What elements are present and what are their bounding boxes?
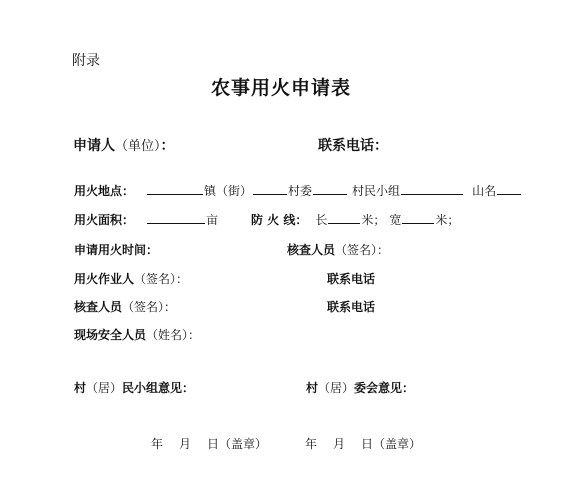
- fire-area-label: 用火面积：: [74, 213, 135, 227]
- village-group-prefix-field[interactable]: [313, 182, 347, 195]
- contact-phone-label: 联系电话：: [318, 138, 388, 154]
- safety-officer-label: 现场安全人员: [74, 328, 147, 342]
- safety-officer-note: （姓名）：: [146, 328, 201, 342]
- town-suffix: 镇（街）: [204, 184, 253, 198]
- date-stamp-right: [305, 435, 421, 452]
- inspector-right-row: [287, 241, 389, 258]
- inspector-right-label: 核查人员: [287, 243, 336, 257]
- committee-opinion-ju: （居）: [318, 381, 355, 395]
- inspector-left-row: [74, 298, 176, 315]
- firebreak-meter-2: 米；: [435, 213, 460, 227]
- firebreak-label: 防 火 线：: [251, 213, 308, 227]
- group-opinion-cun: 村: [74, 381, 87, 395]
- applicant-row: [73, 135, 175, 155]
- fire-worker-row: [74, 270, 188, 287]
- village-committee-suffix: 村委: [288, 184, 313, 198]
- fire-location-label: 用火地点：: [74, 184, 135, 198]
- group-opinion-row: [74, 379, 194, 396]
- committee-opinion-cun: 村: [306, 381, 319, 395]
- inspector-right-note: （签名）：: [335, 243, 390, 257]
- safety-officer-row: [74, 326, 200, 343]
- group-opinion-rest: 民小组意见：: [122, 381, 195, 395]
- village-group-field[interactable]: [401, 182, 463, 195]
- inspector-left-label: 核查人员: [74, 300, 123, 314]
- committee-opinion-row: [306, 379, 414, 396]
- form-title: 农事用火申请表: [211, 77, 352, 99]
- fire-worker-note: （签名）：: [134, 272, 189, 286]
- applicant-label: 申请人: [73, 138, 115, 154]
- mountain-name-field[interactable]: [497, 182, 521, 195]
- date-right-year: 年: [305, 437, 318, 451]
- fire-worker-label: 用火作业人: [74, 272, 135, 286]
- group-opinion-ju: （居）: [86, 381, 123, 395]
- firebreak-meter-1: 米；: [361, 213, 386, 227]
- firebreak-width-label: 宽: [389, 213, 402, 227]
- fire-location-row: [74, 182, 522, 199]
- date-left-month: 月: [179, 437, 192, 451]
- village-committee-field[interactable]: [253, 182, 287, 195]
- date-stamp-left: [151, 435, 267, 452]
- fire-area-unit: 亩: [206, 213, 219, 227]
- firebreak-length-field[interactable]: [328, 211, 360, 224]
- applicant-unit-note: （单位）: [115, 139, 161, 154]
- contact-phone-2: 联系电话: [327, 272, 376, 286]
- mountain-name-label: 山名: [472, 184, 497, 198]
- date-left-year: 年: [151, 437, 164, 451]
- contact-phone-3: 联系电话: [327, 300, 376, 314]
- applicant-colon: ：: [160, 138, 175, 154]
- village-group-suffix: 村民小组: [352, 184, 401, 198]
- appendix-label: 附录: [72, 53, 100, 69]
- application-time-label: 申请用火时间：: [74, 243, 159, 257]
- committee-opinion-rest: 委会意见：: [354, 381, 415, 395]
- date-right-month: 月: [333, 437, 346, 451]
- inspector-left-note: （签名）：: [122, 300, 177, 314]
- firebreak-width-field[interactable]: [402, 211, 434, 224]
- firebreak-row: [251, 211, 459, 228]
- fire-area-field[interactable]: [147, 211, 205, 224]
- town-field[interactable]: [147, 182, 203, 195]
- date-left-day: 日（盖章）: [207, 437, 268, 451]
- date-right-day: 日（盖章）: [361, 437, 422, 451]
- fire-area-row: [74, 211, 218, 228]
- firebreak-length-label: 长: [315, 213, 328, 227]
